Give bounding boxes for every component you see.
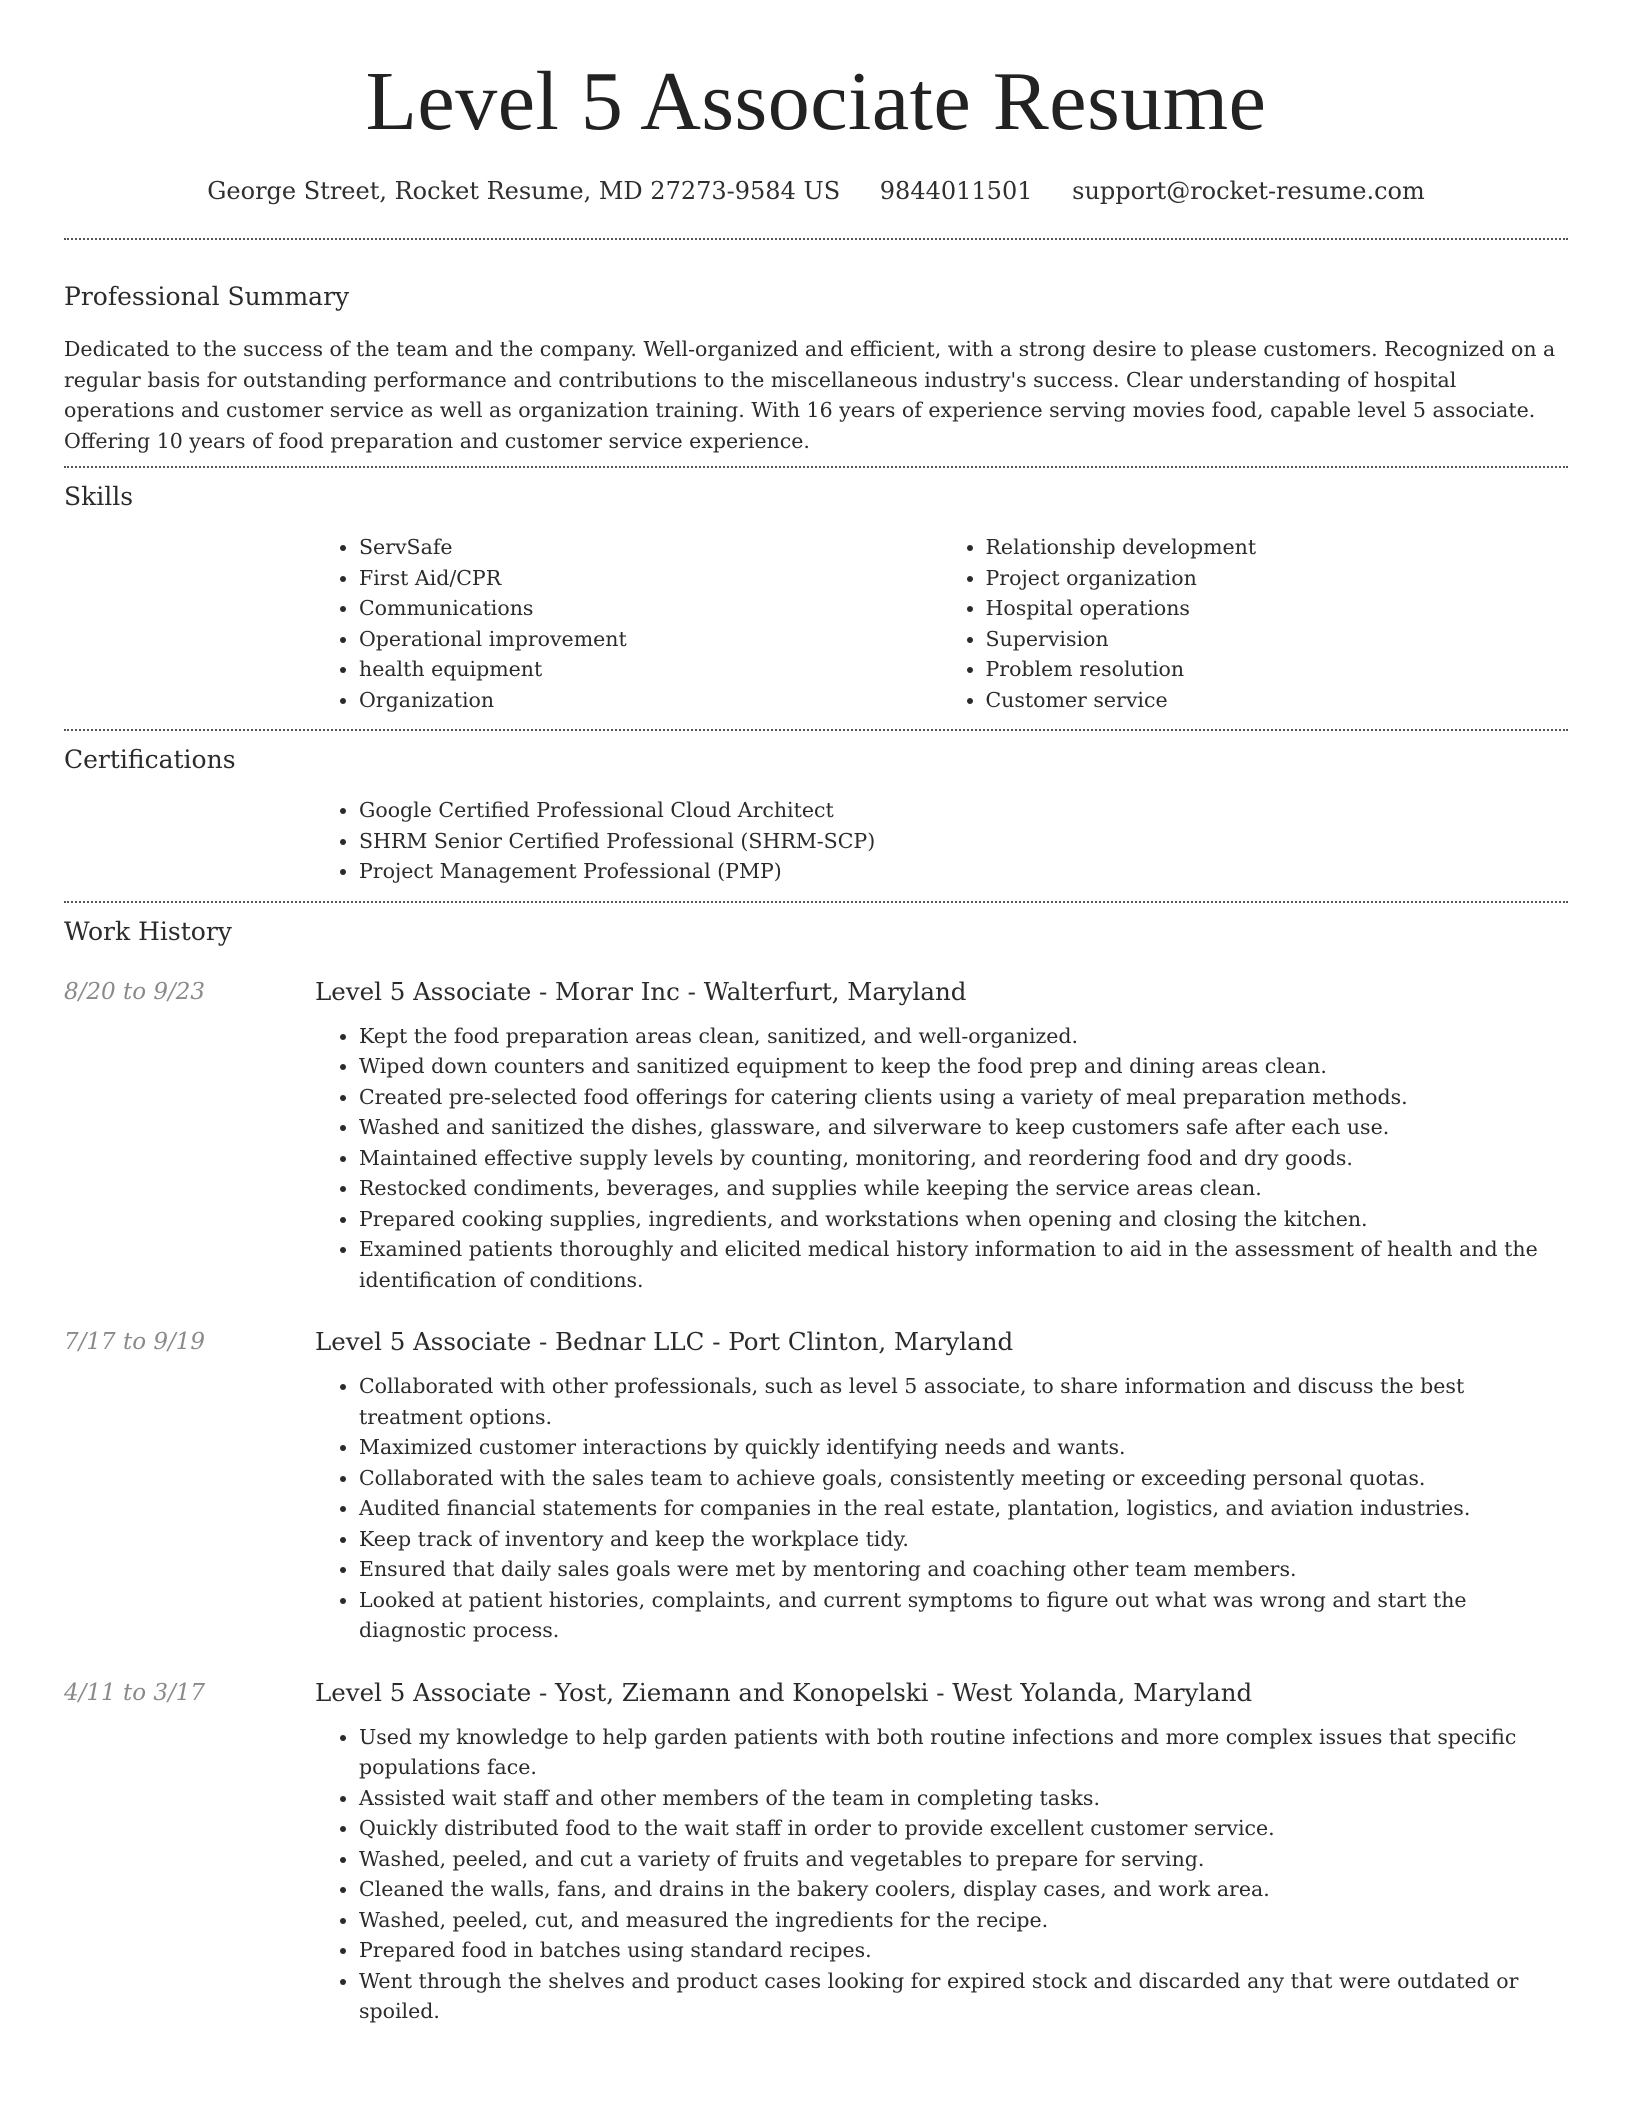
- job-dates: 4/11 to 3/17: [64, 1679, 206, 1706]
- job-bullet: • Used my knowledge to help garden patients with both routine infections and more complex issues that specific populations face.: [359, 1722, 1568, 1783]
- skill-item: • Communications: [359, 593, 942, 624]
- job-details: [315, 975, 1568, 1296]
- job-bullet: • Ensured that daily sales goals were met by mentoring and coaching other team members.: [359, 1554, 1568, 1585]
- job-bullet: • Maintained effective supply levels by counting, monitoring, and reordering food and dry goods.: [359, 1143, 1568, 1174]
- job-bullet: • Washed and sanitized the dishes, glassware, and silverware to keep customers safe after each use.: [359, 1112, 1568, 1143]
- job-entry: [64, 975, 1568, 1296]
- job-bullets: [315, 1021, 1568, 1296]
- job-bullet: • Prepared cooking supplies, ingredients, and workstations when opening and closing the kitchen.: [359, 1204, 1568, 1235]
- section-divider: [64, 466, 1568, 468]
- skill-item: • Operational improvement: [359, 624, 942, 655]
- job-bullets: [315, 1722, 1568, 2027]
- job-details: [315, 1676, 1568, 2027]
- job-title: Level 5 Associate - Morar Inc - Walterfurt, Maryland: [315, 976, 967, 1006]
- job-bullet: • Cleaned the walls, fans, and drains in the bakery coolers, display cases, and work area.: [359, 1874, 1568, 1905]
- job-dates: 7/17 to 9/19: [64, 1329, 206, 1355]
- contact-address: George Street, Rocket Resume, MD 27273-9584 US: [207, 177, 841, 205]
- certifications-block: [315, 795, 1568, 887]
- skill-item: • Hospital operations: [986, 593, 1569, 624]
- job-details: [315, 1325, 1568, 1646]
- job-bullet: • Washed, peeled, cut, and measured the ingredients for the recipe.: [359, 1905, 1568, 1936]
- skill-item: • Project organization: [986, 563, 1569, 594]
- skills-list-left: [315, 532, 942, 715]
- job-bullet: • Created pre-selected food offerings for catering clients using a variety of meal preparation methods.: [359, 1082, 1568, 1113]
- contact-phone: 9844011501: [879, 177, 1033, 205]
- skill-item: • First Aid/CPR: [359, 563, 942, 594]
- certifications-list: [315, 795, 1568, 887]
- section-divider: [64, 729, 1568, 731]
- skill-item: • Problem resolution: [986, 654, 1569, 685]
- certification-item: • SHRM Senior Certified Professional (SHRM-SCP): [359, 826, 1568, 857]
- contact-line: [64, 174, 1568, 208]
- section-title-work-history: Work History: [64, 916, 232, 946]
- job-entry: [64, 1325, 1568, 1646]
- skills-list-right: [942, 532, 1569, 715]
- section-title-skills: Skills: [64, 482, 134, 511]
- job-bullet: • Wiped down counters and sanitized equipment to keep the food prep and dining areas clean.: [359, 1051, 1568, 1082]
- skill-item: • Customer service: [986, 685, 1569, 716]
- job-bullet: • Kept the food preparation areas clean, sanitized, and well-organized.: [359, 1021, 1568, 1052]
- skill-item: • Relationship development: [986, 532, 1569, 563]
- certification-item: • Google Certified Professional Cloud Architect: [359, 795, 1568, 826]
- section-divider: [64, 901, 1568, 903]
- job-bullet: • Keep track of inventory and keep the workplace tidy.: [359, 1524, 1568, 1555]
- job-bullet: • Audited financial statements for companies in the real estate, plantation, logistics, and aviation industries.: [359, 1493, 1568, 1524]
- job-bullet: • Went through the shelves and product cases looking for expired stock and discarded any that were outdated or spoiled.: [359, 1966, 1568, 2027]
- resume-title: Level 5 Associate Resume: [365, 55, 1267, 148]
- job-bullet: • Maximized customer interactions by quickly identifying needs and wants.: [359, 1432, 1568, 1463]
- job-bullet: • Restocked condiments, beverages, and supplies while keeping the service areas clean.: [359, 1173, 1568, 1204]
- section-title-summary: Professional Summary: [64, 282, 350, 311]
- job-bullet: • Looked at patient histories, complaints, and current symptoms to figure out what was wrong and start the diagnostic process.: [359, 1585, 1568, 1646]
- job-bullet: • Assisted wait staff and other members of the team in completing tasks.: [359, 1783, 1568, 1814]
- section-divider: [64, 238, 1568, 240]
- certification-item: • Project Management Professional (PMP): [359, 856, 1568, 887]
- job-bullet: • Washed, peeled, and cut a variety of fruits and vegetables to prepare for serving.: [359, 1844, 1568, 1875]
- job-title: Level 5 Associate - Yost, Ziemann and Konopelski - West Yolanda, Maryland: [315, 1677, 1253, 1707]
- contact-email: support@rocket-resume.com: [1072, 177, 1425, 205]
- skill-item: • health equipment: [359, 654, 942, 685]
- skill-item: • Organization: [359, 685, 942, 716]
- job-bullet: • Quickly distributed food to the wait staff in order to provide excellent customer service.: [359, 1813, 1568, 1844]
- summary-text: Dedicated to the success of the team and the company. Well-organized and efficient, with a strong desire to please customers. Recognized on a regular basis for outstanding performance and contributions to the miscellaneous industry's success. Clear understanding of hospital operations and customer service as well as organization training. With 16 years of experience serving movies food, capable level 5 associate. Offering 10 years of food preparation and customer service experience.: [64, 337, 1556, 453]
- job-dates: 8/20 to 9/23: [64, 978, 206, 1005]
- skills-columns: [315, 532, 1568, 715]
- job-bullet: • Collaborated with other professionals, such as level 5 associate, to share information and discuss the best treatment options.: [359, 1371, 1568, 1432]
- job-entry: [64, 1676, 1568, 2027]
- job-bullet: • Examined patients thoroughly and elicited medical history information to aid in the assessment of health and the identification of conditions.: [359, 1234, 1568, 1295]
- skill-item: • Supervision: [986, 624, 1569, 655]
- section-title-certifications: Certifications: [64, 745, 236, 774]
- job-bullets: [315, 1371, 1568, 1646]
- job-title: Level 5 Associate - Bednar LLC - Port Clinton, Maryland: [315, 1327, 1014, 1356]
- job-bullet: • Prepared food in batches using standard recipes.: [359, 1935, 1568, 1966]
- skill-item: • ServSafe: [359, 532, 942, 563]
- job-bullet: • Collaborated with the sales team to achieve goals, consistently meeting or exceeding personal quotas.: [359, 1463, 1568, 1494]
